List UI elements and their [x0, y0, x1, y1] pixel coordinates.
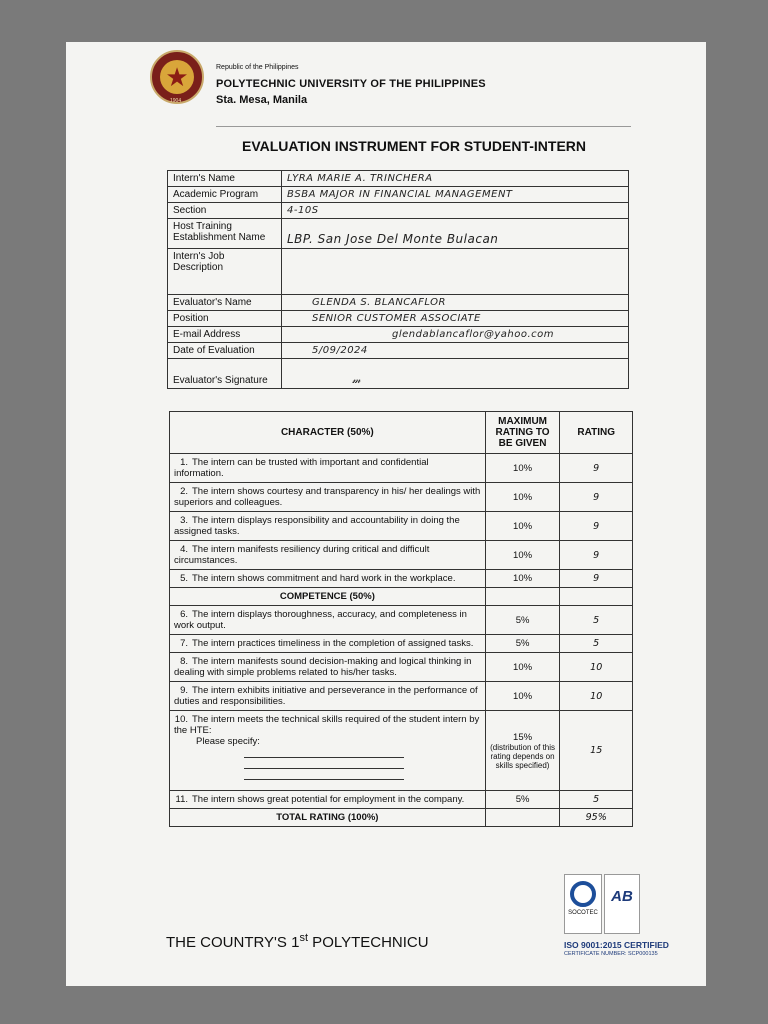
- character-heading: CHARACTER (50%): [170, 412, 486, 454]
- criterion-max: 10%: [485, 454, 560, 483]
- criterion-max: 10%: [485, 483, 560, 512]
- criterion-rating: 9: [560, 483, 633, 512]
- specify-line: [244, 762, 404, 769]
- criterion-text: The intern shows commitment and hard work in the workplace.: [192, 573, 456, 584]
- star-icon: ★: [160, 60, 194, 94]
- criterion-row: [170, 635, 633, 653]
- info-label: Academic Program: [168, 187, 282, 203]
- criterion-max: 5%: [485, 791, 560, 809]
- info-label: Intern's Name: [168, 171, 282, 187]
- info-value: SENIOR CUSTOMER ASSOCIATE: [282, 311, 629, 327]
- criterion-max: 15%: [513, 731, 533, 743]
- total-label: TOTAL RATING (100%): [170, 809, 486, 827]
- criterion-rating: 9: [560, 570, 633, 588]
- criterion-number: 11.: [175, 794, 188, 805]
- criterion-number: 2.: [180, 486, 188, 497]
- info-row: [168, 343, 629, 359]
- info-row: [168, 171, 629, 187]
- criterion-number: 10.: [174, 714, 188, 725]
- university-seal: [150, 50, 204, 104]
- info-label: Date of Evaluation: [168, 343, 282, 359]
- tagline-text: THE COUNTRY'S 1: [166, 934, 300, 951]
- certificate-number: CERTIFICATE NUMBER: SCP000135: [564, 951, 658, 957]
- criterion-rating: 5: [560, 791, 633, 809]
- criterion-row: [170, 541, 633, 570]
- criterion-number: 9.: [180, 685, 188, 696]
- info-label: Section: [168, 203, 282, 219]
- criterion-row: [170, 682, 633, 711]
- info-value: LYRA MARIE A. TRINCHERA: [282, 171, 629, 187]
- info-value: 4-10S: [282, 203, 629, 219]
- document-page: [66, 42, 706, 986]
- info-value: glendablancaflor@yahoo.com: [282, 327, 629, 343]
- info-value: BSBA MAJOR IN FINANCIAL MANAGEMENT: [282, 187, 629, 203]
- seal-year: 1904: [170, 98, 182, 104]
- header-divider: [216, 126, 631, 127]
- criterion-row: [170, 570, 633, 588]
- info-value: GLENDA S. BLANCAFLOR: [282, 295, 629, 311]
- info-label: E-mail Address: [168, 327, 282, 343]
- criterion-rating: 15: [560, 711, 633, 791]
- info-value: [282, 249, 629, 295]
- info-row: [168, 203, 629, 219]
- criterion-row: [170, 791, 633, 809]
- info-label: Evaluator's Signature: [168, 359, 282, 389]
- criterion-rating: 10: [560, 682, 633, 711]
- specify-line: [244, 773, 404, 780]
- info-row: [168, 219, 629, 249]
- info-row: [168, 311, 629, 327]
- criterion-max: 10%: [485, 512, 560, 541]
- criterion-rating: 9: [560, 512, 633, 541]
- criterion-max: 5%: [485, 606, 560, 635]
- footer-tagline: [166, 932, 429, 951]
- rating-heading: RATING: [560, 412, 633, 454]
- specify-line: [244, 751, 404, 758]
- criterion-text: The intern displays responsibility and accountability in doing the assigned tasks.: [174, 515, 460, 537]
- total-rating: 95%: [560, 809, 633, 827]
- criterion-text: The intern practices timeliness in the completion of assigned tasks.: [192, 638, 474, 649]
- criterion-max: 10%: [485, 570, 560, 588]
- criterion-number: 3.: [180, 515, 188, 526]
- criterion-text: The intern shows great potential for employment in the company.: [192, 794, 465, 805]
- criterion-number: 1.: [180, 457, 188, 468]
- max-rating-heading: MAXIMUM RATING TO BE GIVEN: [485, 412, 560, 454]
- criterion-max: 10%: [485, 682, 560, 711]
- specify-label: Please specify:: [196, 736, 260, 747]
- intern-info-table: [167, 170, 629, 389]
- criterion-max: 5%: [485, 635, 560, 653]
- criterion-rating: 9: [560, 541, 633, 570]
- criterion-text: The intern exhibits initiative and perseverance in the performance of duties and responsibilities.: [174, 685, 478, 707]
- evaluation-criteria-table: [169, 411, 633, 827]
- info-row: [168, 249, 629, 295]
- socotec-logo-icon: [570, 881, 596, 907]
- criterion-rating: 10: [560, 653, 633, 682]
- info-label: Host Training Establishment Name: [168, 219, 282, 249]
- info-row: [168, 187, 629, 203]
- criterion-row: [170, 653, 633, 682]
- criterion-text: The intern manifests resiliency during critical and difficult circumstances.: [174, 544, 430, 566]
- criterion-text: The intern meets the technical skills required of the student intern by the HTE:: [174, 714, 480, 736]
- criterion-text: The intern can be trusted with important and confidential information.: [174, 457, 429, 479]
- info-row: [168, 327, 629, 343]
- info-row: [168, 359, 629, 389]
- criterion-rating: 9: [560, 454, 633, 483]
- university-name: POLYTECHNIC UNIVERSITY OF THE PHILIPPINES: [216, 78, 486, 90]
- criterion-row: [170, 512, 633, 541]
- info-label: Evaluator's Name: [168, 295, 282, 311]
- criterion-max: 10%: [485, 653, 560, 682]
- criterion-row: [170, 454, 633, 483]
- criterion-number: 7.: [180, 638, 188, 649]
- criterion-row: [170, 483, 633, 512]
- badge1-label: SOCOTEC: [568, 910, 598, 916]
- tagline-text-end: POLYTECHNICU: [308, 934, 429, 951]
- iso-certification: ISO 9001:2015 CERTIFIED: [564, 940, 669, 950]
- criterion-text: The intern manifests sound decision-making and logical thinking in dealing with simple problems related to his/her tasks.: [174, 656, 472, 678]
- criterion-number: 4.: [180, 544, 188, 555]
- criterion-text: The intern shows courtesy and transparency in his/ her dealings with superiors and colleagues.: [174, 486, 481, 508]
- university-location: Sta. Mesa, Manila: [216, 94, 308, 106]
- criterion-number: 8.: [180, 656, 188, 667]
- criterion-rating: 5: [560, 635, 633, 653]
- info-label: Intern's Job Description: [168, 249, 282, 295]
- evaluator-signature: 𝓂: [282, 359, 629, 389]
- info-row: [168, 295, 629, 311]
- socotec-badge: [564, 874, 602, 934]
- criterion-rating: 5: [560, 606, 633, 635]
- criterion-row: [170, 711, 633, 791]
- republic-label: Republic of the Philippines: [216, 64, 299, 71]
- tagline-superscript: st: [299, 932, 309, 944]
- criterion-number: 6.: [180, 609, 188, 620]
- document-title: EVALUATION INSTRUMENT FOR STUDENT-INTERN: [242, 138, 587, 154]
- info-label: Position: [168, 311, 282, 327]
- criterion-number: 5.: [180, 573, 188, 584]
- criterion-text: The intern displays thoroughness, accuracy, and completeness in work output.: [174, 609, 467, 631]
- info-value: 5/09/2024: [282, 343, 629, 359]
- criterion-row: [170, 606, 633, 635]
- criterion-max: 10%: [485, 541, 560, 570]
- criterion-max-note: (distribution of this rating depends on skills specified): [490, 742, 556, 770]
- competence-heading: COMPETENCE (50%): [170, 588, 486, 606]
- accreditation-badge: AB: [604, 874, 640, 934]
- info-value: LBP. San Jose Del Monte Bulacan: [282, 219, 629, 249]
